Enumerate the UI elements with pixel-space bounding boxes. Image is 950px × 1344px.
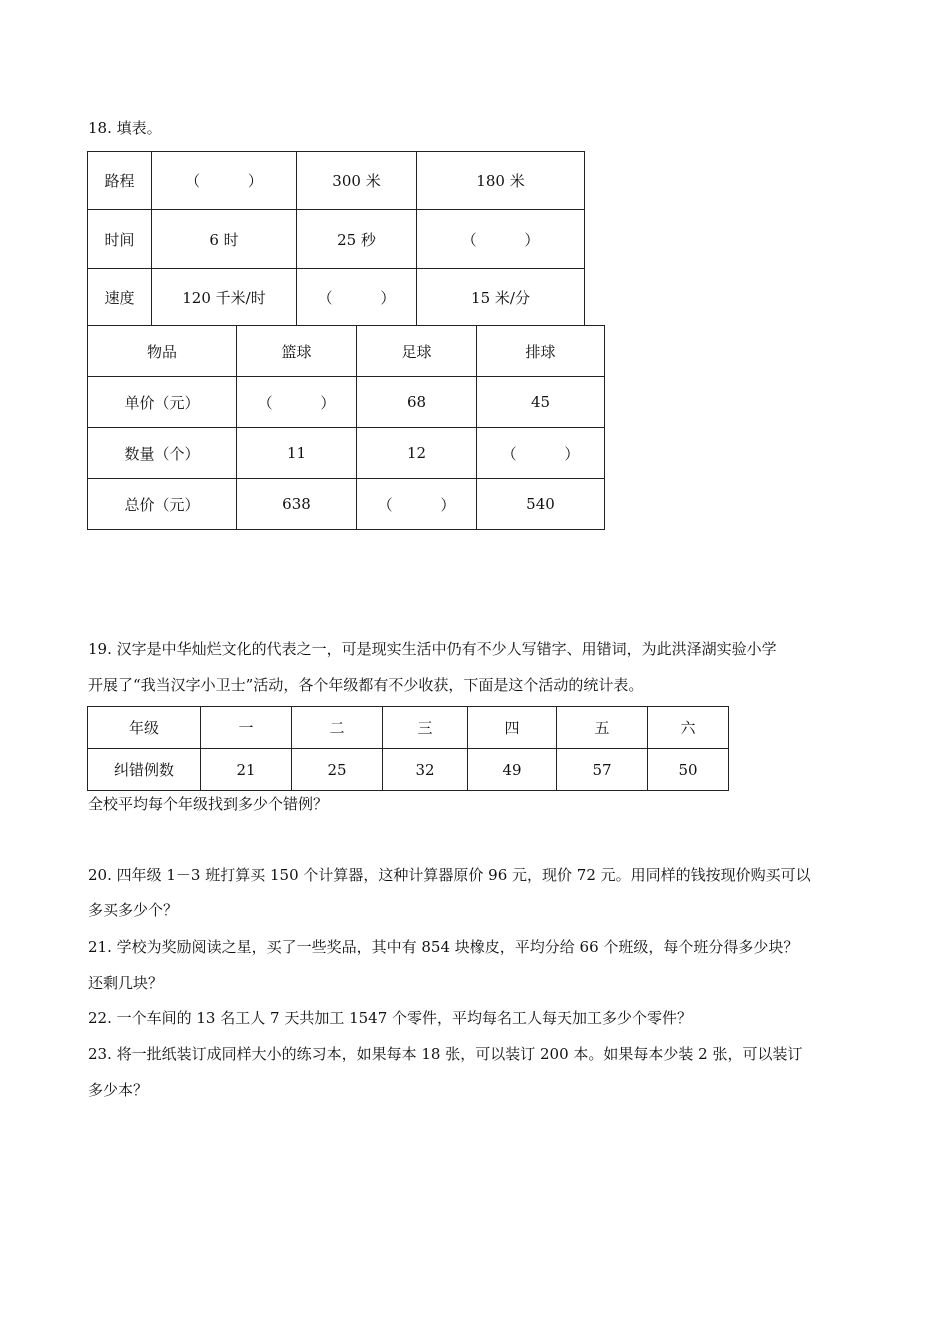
q21-line1: 21. 学校为奖励阅读之星，买了一些奖品，其中有 854 块橡皮，平均分给 66 个班级，每个班分得多少块？ bbox=[88, 938, 799, 956]
table-cell: 300 米 bbox=[297, 152, 417, 210]
q20-line2: 多买多少个？ bbox=[88, 901, 179, 919]
table-cell: 物品 bbox=[88, 326, 237, 377]
table-row bbox=[88, 479, 605, 530]
table-cell: 50 bbox=[648, 749, 729, 791]
q18-title: 18. 填表。 bbox=[88, 119, 162, 137]
table-cell: 49 bbox=[468, 749, 557, 791]
table-row bbox=[88, 377, 605, 428]
table-cell: 120 千米/时 bbox=[152, 269, 297, 326]
table-cell: 排球 bbox=[477, 326, 605, 377]
table-cell: 68 bbox=[357, 377, 477, 428]
table-cell: 180 米 bbox=[417, 152, 585, 210]
q20-line1: 20. 四年级 1－3 班打算买 150 个计算器，这种计算器原价 96 元，现价 72 元。用同样的钱按现价购买可以 bbox=[88, 866, 811, 884]
table-cell: 一 bbox=[201, 707, 292, 749]
table-cell: 五 bbox=[557, 707, 648, 749]
answer-blank: （ ） bbox=[357, 479, 477, 530]
answer-blank: （ ） bbox=[417, 210, 585, 269]
table-row bbox=[88, 428, 605, 479]
table-cell: 25 bbox=[292, 749, 383, 791]
table-cell: 15 米/分 bbox=[417, 269, 585, 326]
table-cell: 路程 bbox=[88, 152, 152, 210]
table-row bbox=[88, 749, 729, 791]
answer-blank: （ ） bbox=[477, 428, 605, 479]
answer-blank: （ ） bbox=[237, 377, 357, 428]
table-cell: 纠错例数 bbox=[88, 749, 201, 791]
table-cell: 数量（个） bbox=[88, 428, 237, 479]
table-cell: 32 bbox=[383, 749, 468, 791]
q23-line1: 23. 将一批纸装订成同样大小的练习本，如果每本 18 张，可以装订 200 本。如果每本少装 2 张，可以装订 bbox=[88, 1045, 803, 1063]
table-cell: 45 bbox=[477, 377, 605, 428]
q21-line2: 还剩几块？ bbox=[88, 974, 164, 992]
q19-line1: 19. 汉字是中华灿烂文化的代表之一，可是现实生活中仍有不少人写错字、用错词，为此洪泽湖实验小学 bbox=[88, 640, 777, 658]
table-cell: 速度 bbox=[88, 269, 152, 326]
table-cell: 25 秒 bbox=[297, 210, 417, 269]
table-row bbox=[88, 326, 605, 377]
table-cell: 六 bbox=[648, 707, 729, 749]
q23-line2: 多少本？ bbox=[88, 1081, 149, 1099]
answer-blank: （ ） bbox=[297, 269, 417, 326]
table-cell: 年级 bbox=[88, 707, 201, 749]
table-cell: 11 bbox=[237, 428, 357, 479]
table-cell: 总价（元） bbox=[88, 479, 237, 530]
table-cell: 篮球 bbox=[237, 326, 357, 377]
table-cell: 12 bbox=[357, 428, 477, 479]
speed-table bbox=[87, 151, 585, 326]
q19-line2: 开展了“我当汉字小卫士”活动，各个年级都有不少收获，下面是这个活动的统计表。 bbox=[88, 676, 644, 694]
table-cell: 四 bbox=[468, 707, 557, 749]
table-cell: 21 bbox=[201, 749, 292, 791]
table-row bbox=[88, 210, 585, 269]
table-cell: 单价（元） bbox=[88, 377, 237, 428]
error-count-table bbox=[87, 706, 729, 791]
table-cell: 6 时 bbox=[152, 210, 297, 269]
table-cell: 540 bbox=[477, 479, 605, 530]
table-cell: 57 bbox=[557, 749, 648, 791]
table-cell: 638 bbox=[237, 479, 357, 530]
table-header-row bbox=[88, 707, 729, 749]
price-table bbox=[87, 325, 605, 530]
q22-line1: 22. 一个车间的 13 名工人 7 天共加工 1547 个零件，平均每名工人每天加工多少个零件？ bbox=[88, 1009, 693, 1027]
table-row bbox=[88, 152, 585, 210]
table-cell: 三 bbox=[383, 707, 468, 749]
table-cell: 时间 bbox=[88, 210, 152, 269]
q19-question: 全校平均每个年级找到多少个错例？ bbox=[88, 795, 329, 813]
answer-blank: （ ） bbox=[152, 152, 297, 210]
table-cell: 二 bbox=[292, 707, 383, 749]
table-row bbox=[88, 269, 585, 326]
table-cell: 足球 bbox=[357, 326, 477, 377]
